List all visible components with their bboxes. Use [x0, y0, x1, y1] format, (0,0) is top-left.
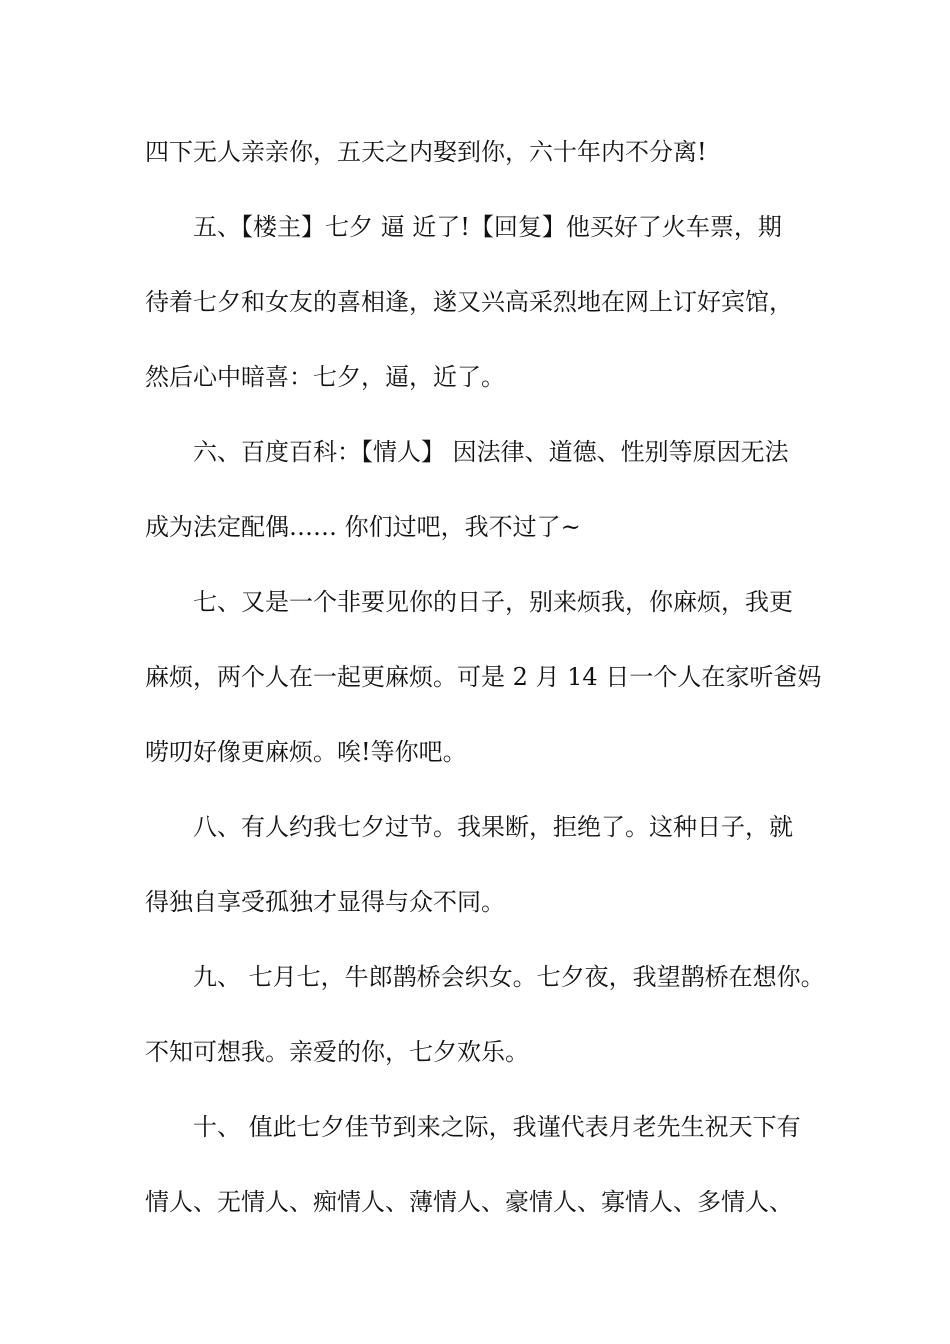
text-line: 然后心中暗喜：七夕，逼，近了。 [145, 363, 505, 391]
paragraph-five-start: 五、【楼主】七夕 逼 近了!【回复】他买好了火车票，期 [193, 213, 782, 241]
paragraph-eight-start: 八、有人约我七夕过节。我果断，拒绝了。这种日子，就 [193, 813, 793, 841]
text-line: 不知可想我。亲爱的你，七夕欢乐。 [145, 1038, 529, 1066]
text-line: 成为法定配偶…… 你们过吧，我不过了~ [145, 513, 581, 541]
text-line: 待着七夕和女友的喜相逢，遂又兴高采烈地在网上订好宾馆， [145, 288, 793, 316]
paragraph-six-start: 六、百度百科：【情人】 因法律、道德、性别等原因无法 [193, 438, 789, 466]
paragraph-ten-start: 十、 值此七夕佳节到来之际，我谨代表月老先生祝天下有 [193, 1113, 801, 1141]
paragraph-nine-start: 九、 七月七，牛郎鹊桥会织女。七夕夜，我望鹊桥在想你。 [193, 963, 825, 991]
text-line: 情人、无情人、痴情人、薄情人、豪情人、寡情人、多情人、 [145, 1188, 793, 1216]
text-line: 唠叨好像更麻烦。唉!等你吧。 [145, 738, 467, 766]
text-line: 四下无人亲亲你，五天之内娶到你，六十年内不分离! [145, 138, 707, 166]
text-line: 得独自享受孤独才显得与众不同。 [145, 888, 505, 916]
paragraph-seven-start: 七、又是一个非要见你的日子，别来烦我，你麻烦，我更 [193, 588, 793, 616]
text-line: 麻烦，两个人在一起更麻烦。可是 2 月 14 日一个人在家听爸妈 [145, 663, 822, 691]
